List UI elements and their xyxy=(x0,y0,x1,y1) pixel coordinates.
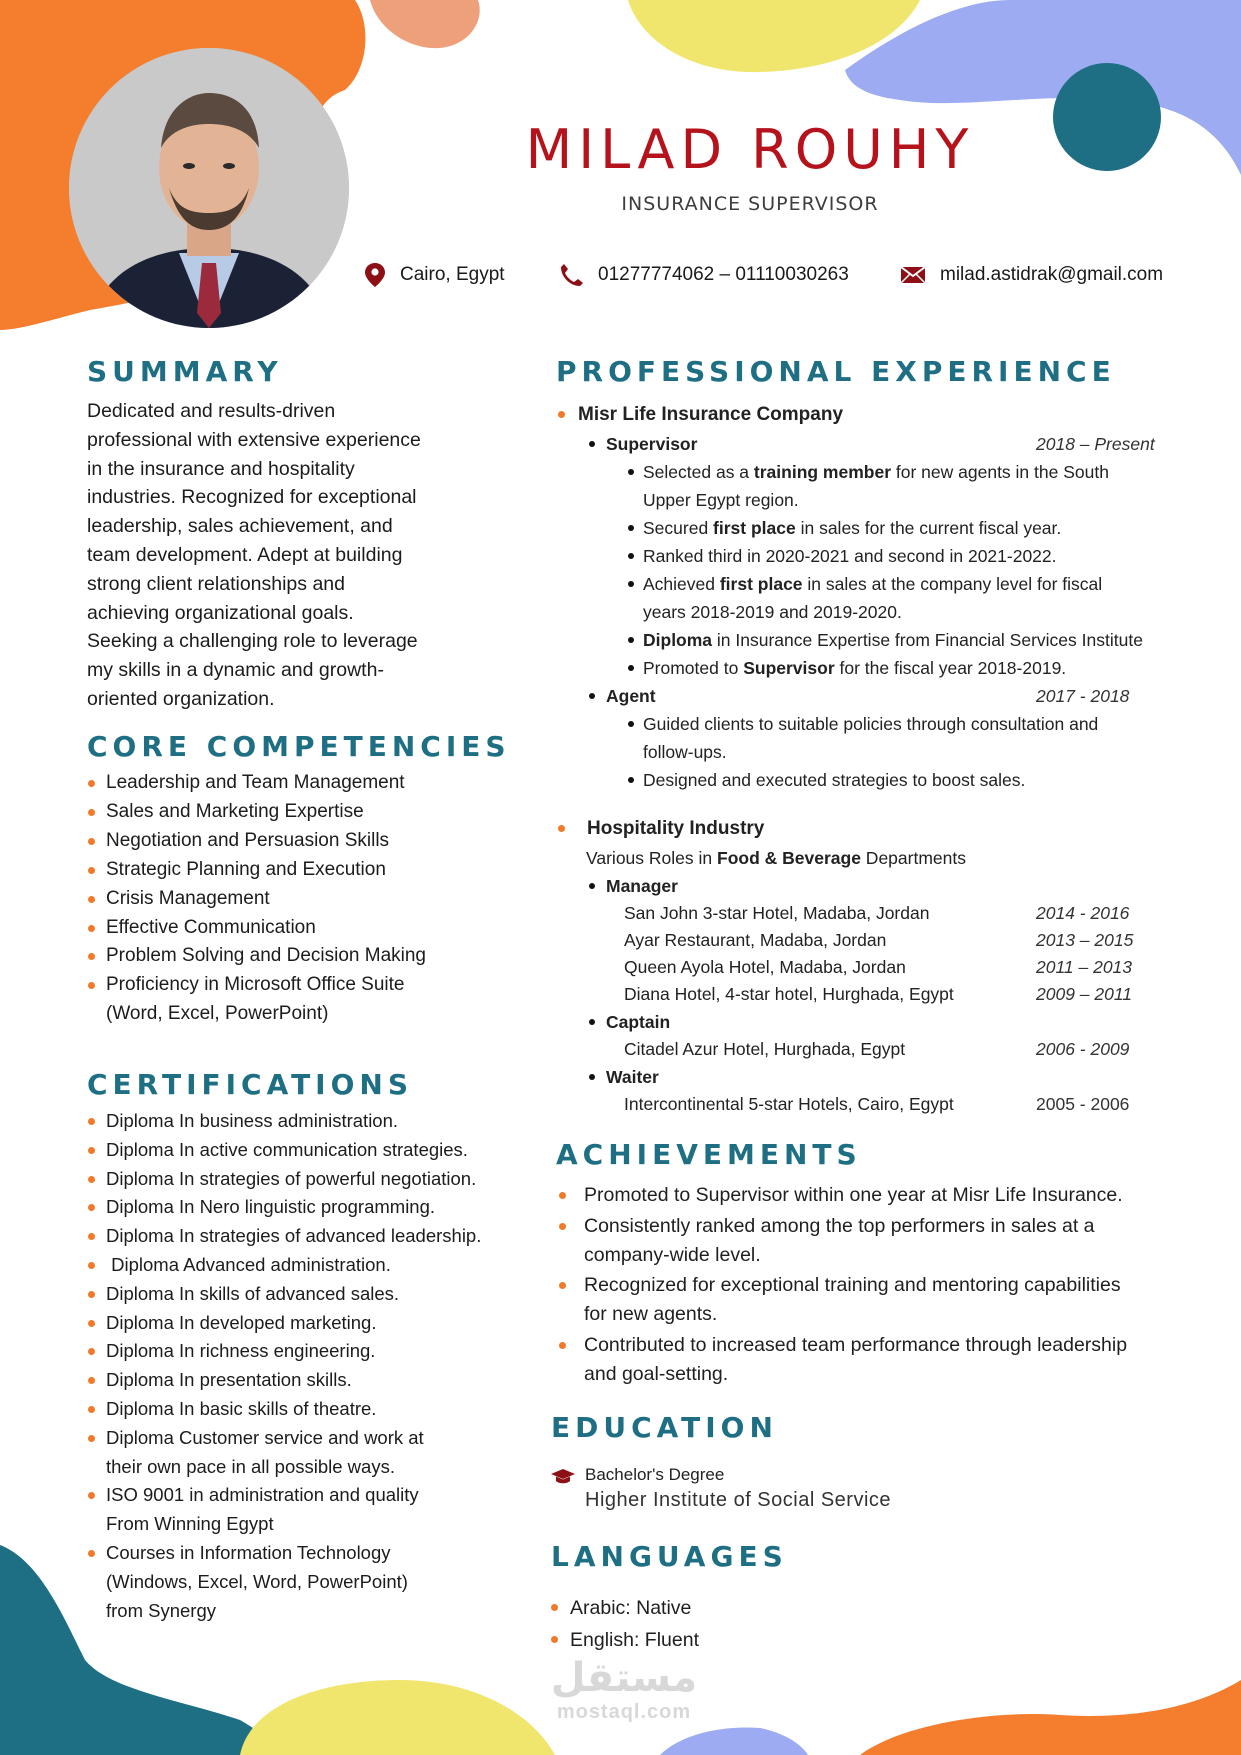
summary-line: Dedicated and results-driven xyxy=(87,400,336,422)
list-item: Selected as a training member for new agents in the South Upper Egypt region. xyxy=(556,458,1196,514)
list-item: Contributed to increased team performance through leadership and goal-setting. xyxy=(556,1331,1196,1389)
summary-line: achieving organizational goals. xyxy=(87,601,354,624)
languages-heading: LANGUAGES xyxy=(551,1540,788,1573)
position-date: 2018 – Present xyxy=(1036,434,1155,454)
experience-section xyxy=(556,400,1196,1118)
list-item: Negotiation and Persuasion Skills xyxy=(87,827,487,856)
competencies-list xyxy=(87,769,487,1029)
list-item: Secured first place in sales for the current fiscal year. xyxy=(556,514,1196,542)
position-row xyxy=(556,682,1196,710)
list-item: ISO 9001 in administration and quality From Winning Egypt xyxy=(87,1481,497,1539)
list-item: Guided clients to suitable policies through consultation and follow-ups. xyxy=(556,710,1196,766)
list-item: Leadership and Team Management xyxy=(87,769,487,798)
company-name: Misr Life Insurance Company xyxy=(556,400,1196,430)
certifications-list xyxy=(87,1107,497,1625)
list-item: Ranked third in 2020-2021 and second in 2021-2022. xyxy=(556,542,1196,570)
phone-text[interactable]: 01277774062 – 01110030263 xyxy=(598,264,849,285)
summary-line: Seeking a challenging role to leverage xyxy=(87,630,418,653)
list-item: San John 3-star Hotel, Madaba, Jordan 2014 - 2016 xyxy=(624,903,1130,923)
education-heading: EDUCATION xyxy=(551,1411,778,1444)
summary-text xyxy=(87,397,477,714)
candidate-title: INSURANCE SUPERVISOR xyxy=(621,193,879,215)
position-title: Manager xyxy=(556,872,1196,900)
list-item: Promoted to Supervisor within one year at Misr Life Insurance. xyxy=(556,1181,1196,1210)
list-item: Sales and Marketing Expertise xyxy=(87,798,487,827)
list-item: English: Fluent xyxy=(551,1624,699,1656)
graduation-cap-icon xyxy=(550,1468,576,1486)
list-item: Diploma In business administration. xyxy=(87,1107,497,1136)
watermark xyxy=(544,1655,704,1724)
roles-description: Various Roles in Food & Beverage Departments xyxy=(586,848,966,868)
list-item: Arabic: Native xyxy=(551,1592,699,1624)
list-item: Diploma In strategies of advanced leadership. xyxy=(87,1222,497,1251)
watermark-arabic: مستقل xyxy=(550,1655,698,1701)
location-pin-icon xyxy=(364,262,386,288)
watermark-latin: mostaql.com xyxy=(556,1701,692,1723)
list-item: Proficiency in Microsoft Office Suite (Word, Excel, PowerPoint) xyxy=(87,971,487,1029)
envelope-icon xyxy=(900,266,926,284)
summary-line: strong client relationships and xyxy=(87,572,345,595)
list-item: Diploma In richness engineering. xyxy=(87,1337,497,1366)
position-row xyxy=(556,430,1196,458)
achievements-heading: ACHIEVEMENTS xyxy=(556,1138,862,1171)
list-item: Designed and executed strategies to boost sales. xyxy=(556,766,1196,794)
list-item: Problem Solving and Decision Making xyxy=(87,942,487,971)
list-item: Diploma In developed marketing. xyxy=(87,1309,497,1338)
candidate-name: MILAD ROUHY xyxy=(525,118,975,181)
position-title: Waiter xyxy=(556,1063,1196,1091)
list-item: Citadel Azur Hotel, Hurghada, Egypt 2006 - 2009 xyxy=(624,1039,1130,1059)
list-item: Promoted to Supervisor for the fiscal year 2018-2019. xyxy=(556,654,1196,682)
certifications-heading: CERTIFICATIONS xyxy=(87,1068,414,1101)
list-item: Diploma In presentation skills. xyxy=(87,1366,497,1395)
list-item: Strategic Planning and Execution xyxy=(87,856,487,885)
summary-line: team development. Adept at building xyxy=(87,543,403,566)
avatar xyxy=(69,48,349,328)
list-item: Courses in Information Technology (Windows, Excel, Word, PowerPoint) from Synergy xyxy=(87,1539,497,1625)
position-title: Supervisor xyxy=(606,434,698,454)
list-item: Diploma In active communication strategies. xyxy=(87,1136,497,1165)
list-item: Recognized for exceptional training and mentoring capabilities for new agents. xyxy=(556,1271,1196,1329)
contact-phone xyxy=(558,260,849,290)
summary-line: leadership, sales achievement, and xyxy=(87,515,393,538)
list-item: Diana Hotel, 4-star hotel, Hurghada, Egypt 2009 – 2011 xyxy=(624,984,1133,1004)
location-text: Cairo, Egypt xyxy=(400,264,505,285)
institution: Higher Institute of Social Service xyxy=(585,1489,892,1511)
summary-line: professional with extensive experience xyxy=(87,428,421,451)
list-item: Diploma Customer service and work at their own pace in all possible ways. xyxy=(87,1424,497,1482)
phone-icon xyxy=(558,263,584,287)
list-item: Diploma In strategies of powerful negotiation. xyxy=(87,1165,497,1194)
list-item: Intercontinental 5-star Hotels, Cairo, Egypt 2005 - 2006 xyxy=(624,1094,1130,1114)
list-item: Diploma in Insurance Expertise from Financial Services Institute xyxy=(556,626,1196,654)
summary-line: my skills in a dynamic and growth- xyxy=(87,659,384,682)
list-item: Diploma In Nero linguistic programming. xyxy=(87,1193,497,1222)
degree: Bachelor's Degree xyxy=(585,1465,725,1484)
achievements-list xyxy=(556,1181,1196,1391)
list-item: Ayar Restaurant, Madaba, Jordan 2013 – 2015 xyxy=(624,930,1134,950)
summary-heading: SUMMARY xyxy=(87,355,283,388)
languages-list xyxy=(551,1592,699,1656)
list-item: Crisis Management xyxy=(87,885,487,914)
profile-photo xyxy=(69,48,349,328)
education-entry xyxy=(550,1465,891,1512)
company-name: Hospitality Industry xyxy=(556,814,1196,844)
contact-email xyxy=(900,260,1163,290)
position-date: 2017 - 2018 xyxy=(1036,686,1130,706)
list-item: Queen Ayola Hotel, Madaba, Jordan 2011 – 2013 xyxy=(624,957,1133,977)
list-item: Consistently ranked among the top performers in sales at a company-wide level. xyxy=(556,1212,1196,1270)
experience-heading: PROFESSIONAL EXPERIENCE xyxy=(556,355,1116,388)
list-item: Effective Communication xyxy=(87,914,487,943)
contact-location xyxy=(364,260,505,290)
summary-line: in the insurance and hospitality xyxy=(87,457,355,480)
list-item: Diploma In basic skills of theatre. xyxy=(87,1395,497,1424)
list-item: Achieved first place in sales at the company level for fiscal years 2018-2019 and 2019-2020. xyxy=(556,570,1196,626)
email-text[interactable]: milad.astidrak@gmail.com xyxy=(940,264,1164,285)
competencies-heading: CORE COMPETENCIES xyxy=(87,730,511,763)
position-title: Captain xyxy=(556,1008,1196,1036)
summary-line: oriented organization. xyxy=(87,687,275,710)
position-title: Agent xyxy=(606,686,656,706)
list-item: Diploma In skills of advanced sales. xyxy=(87,1280,497,1309)
summary-line: industries. Recognized for exceptional xyxy=(87,486,417,509)
list-item: Diploma Advanced administration. xyxy=(87,1251,497,1280)
